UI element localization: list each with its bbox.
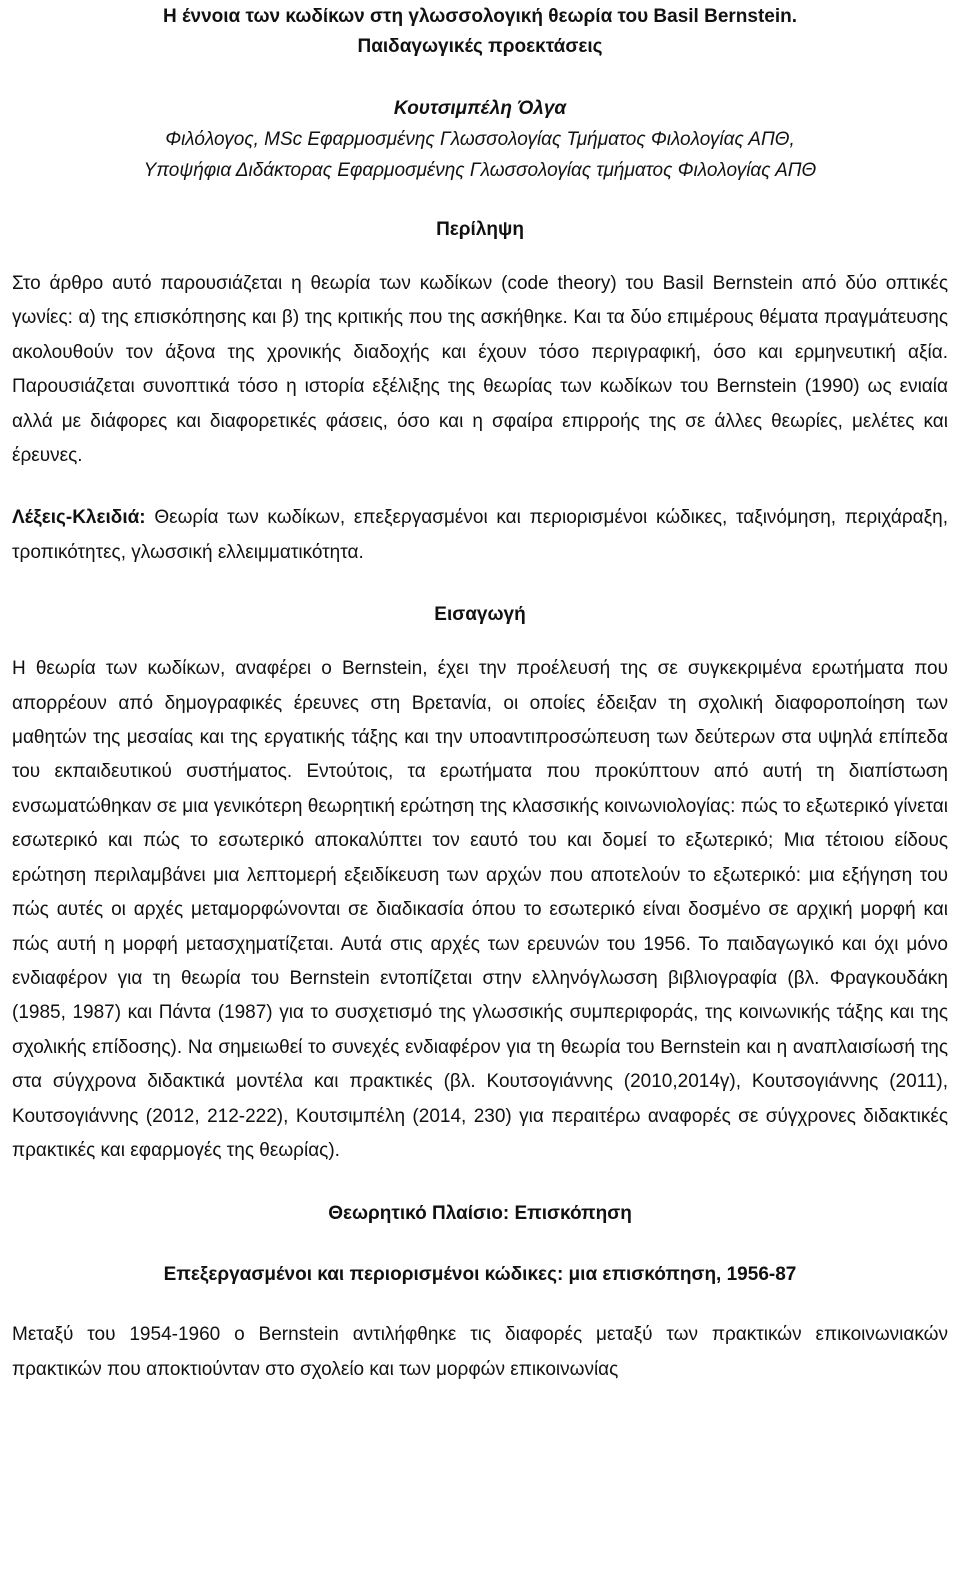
author-block [12, 93, 948, 186]
paper-title-line1: Η έννοια των κωδίκων στη γλωσσολογική θεωρία του Basil Bernstein. [162, 6, 798, 27]
paper-title-line2: Παιδαγωγικές προεκτάσεις [357, 36, 603, 57]
author-name: Κουτσιμπέλη Όλγα [393, 98, 567, 119]
framework-text: Μεταξύ του 1954-1960 ο Bernstein αντιλήφθηκε τις διαφορές μεταξύ των πρακτικών επικοινωνιακών πρακτικών που αποκτιούνταν στο σχολείο και των μορφών επικοινωνίας [12, 1324, 948, 1380]
author-affiliation-2: Υποψήφια Διδάκτορας Εφαρμοσμένης Γλωσσολογίας τμήματος Φιλολογίας ΑΠΘ [143, 160, 817, 181]
keywords-text: Θεωρία των κωδίκων, επεξεργασμένοι και περιορισμένοι κώδικες, ταξινόμηση, περιχάραξη, τροπικότητες, γλωσσική ελλειμματικότητα. [12, 507, 948, 563]
abstract-text: Στο άρθρο αυτό παρουσιάζεται η θεωρία των κωδίκων (code theory) του Basil Bernstein από δύο οπτικές γωνίες: α) της επισκόπησης και β) της κριτικής που της ασκήθηκε. Και τα δύο επιμέρους θέματα πραγμάτευσης ακολουθούν τον άξονα της χρονικής διαδοχής και έχουν τόσο περιγραφική, όσο και ερμηνευτική αξία. Παρουσιάζεται συνοπτικά τόσο η ιστορία εξέλιξης της θεωρίας των κωδίκων του Bernstein (1990) ως ενιαία αλλά με διάφορες και διαφορετικές φάσεις, όσο και η σφαίρα επιρροής της σε άλλες θεωρίες, μελέτες και έρευνες. [12, 273, 948, 467]
introduction-heading: Εισαγωγή [434, 604, 526, 626]
author-affiliation-1: Φιλόλογος, MSc Εφαρμοσμένης Γλωσσολογίας Τμήματος Φιλολογίας ΑΠΘ, [165, 129, 795, 150]
framework-heading: Θεωρητικό Πλαίσιο: Επισκόπηση [328, 1203, 632, 1225]
keywords-paragraph [12, 501, 948, 570]
framework-subheading: Επεξεργασμένοι και περιορισμένοι κώδικες: μια επισκόπηση, 1956-87 [163, 1264, 797, 1286]
introduction-text: Η θεωρία των κωδίκων, αναφέρει ο Bernstein, έχει την προέλευσή της σε συγκεκριμένα ερωτήματα που απορρέουν από δημογραφικές έρευνες στη Βρετανία, οι οποίες έδειξαν τη σχολική διαφοροποίηση των μαθητών της μεσαίας και της εργατικής τάξης και την υποαντιπροσώπευση των δεύτερων στα υψηλά επίπεδα του εκπαιδευτικού συστήματος. Εντούτοις, τα ερωτήματα που προκύπτουν από αυτή τη διαπίστωση ενσωματώθηκαν σε μια γενικότερη θεωρητική ερώτηση της κλασσικής κοινωνιολογίας: πώς το εξωτερικό γίνεται εσωτερικό και πώς το εσωτερικό αποκαλύπτει τον εαυτό του και δομεί το εξωτερικό; Μια τέτοιου είδους ερώτηση περιλαμβάνει μια λεπτομερή εξειδίκευση των αρχών που αποτελούν το εξωτερικό: μια εξήγηση του πώς αυτές οι αρχές μεταμορφώνονται σε διαδικασία όπου το εσωτερικό είναι δοσμένο σε αρχική μορφή και πώς αυτή η μορφή μετασχηματίζεται. Αυτά στις αρχές των ερευνών του 1956. Το παιδαγωγικό και όχι μόνο ενδιαφέρον για τη θεωρία του Bernstein εντοπίζεται στην ελληνόγλωσση βιβλιογραφία (βλ. Φραγκουδάκη (1985, 1987) και Πάντα (1987) για το συσχετισμό της γλωσσικής συμπεριφοράς, της κοινωνικής τάξης και της σχολικής επίδοσης). Να σημειωθεί το συνεχές ενδιαφέρον για τη θεωρία του Bernstein και η αναπλαισίωσή της στα σύγχρονα διδακτικά μοντέλα και πρακτικές (βλ. Κουτσογιάννης (2010,2014γ), Κουτσογιάννης (2011), Κουτσογιάννης (2012, 212-222), Κουτσιμπέλη (2014, 230) για περαιτέρω αναφορές σε σύγχρονες διδακτικές πρακτικές και εφαρμογές της θεωρίας). [12, 658, 948, 1161]
paper-title [12, 0, 948, 62]
abstract-heading: Περίληψη [436, 219, 524, 240]
keywords-label: Λέξεις-Κλειδιά: [12, 507, 146, 529]
